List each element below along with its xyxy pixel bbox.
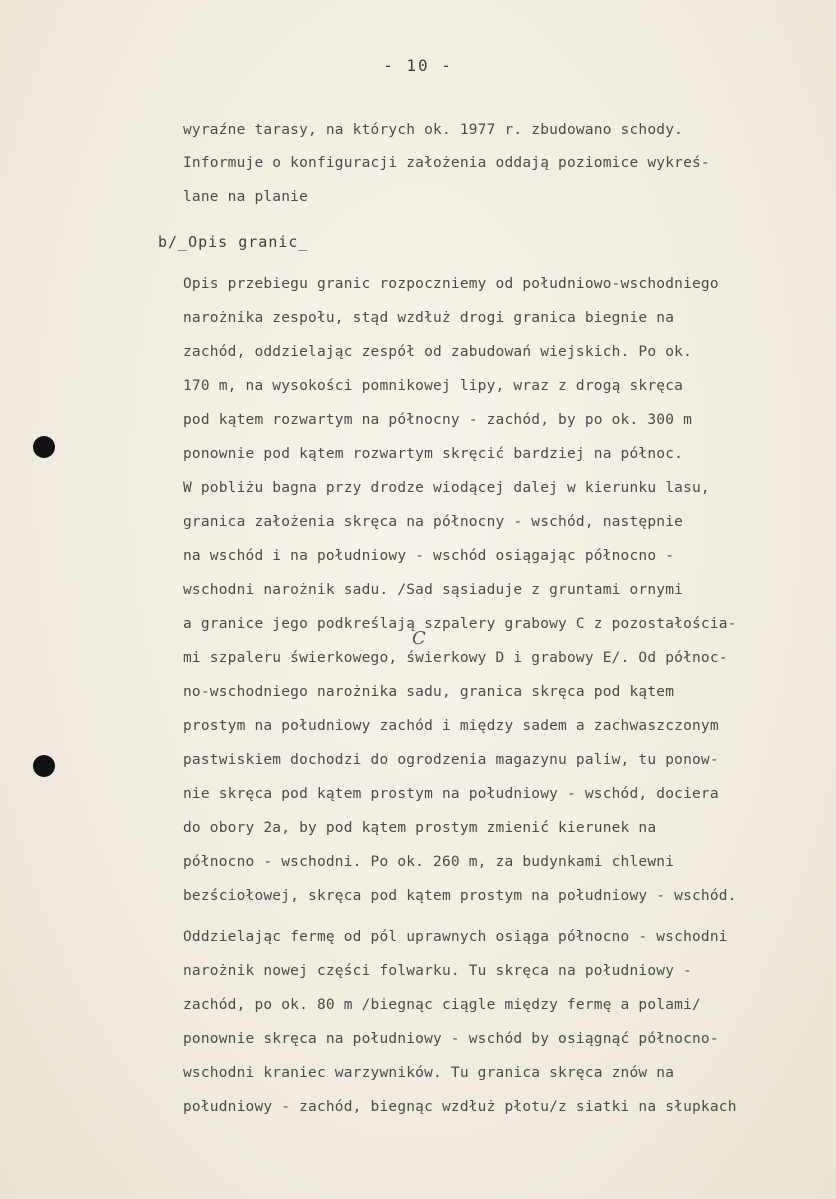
text-line: pastwiskiem dochodzi do ogrodzenia magazynu paliw, tu ponow-	[183, 752, 719, 768]
text-line: na wschód i na południowy - wschód osiągając północno -	[183, 548, 675, 564]
text-line: południowy - zachód, biegnąc wzdłuż płotu/z siatki na słupkach	[183, 1099, 737, 1115]
text-line: Oddzielając fermę od pól uprawnych osiąga północno - wschodni	[183, 929, 728, 945]
text-line: wyraźne tarasy, na których ok. 1977 r. zbudowano schody.	[183, 122, 684, 138]
text-line: Opis przebiegu granic rozpoczniemy od południowo-wschodniego	[183, 276, 719, 292]
section-heading: b/_Opis granic_	[158, 233, 309, 251]
text-line: granica założenia skręca na północny - wschód, następnie	[183, 514, 684, 530]
text-line: a granice jego podkreślają szpalery grabowy C z pozostałościa-	[183, 616, 737, 632]
punch-hole	[33, 755, 55, 777]
text-line: pod kątem rozwartym na północny - zachód, by po ok. 300 m	[183, 412, 692, 428]
text-line: zachód, po ok. 80 m /biegnąc ciągle między fermę a polami/	[183, 997, 701, 1013]
text-line: północno - wschodni. Po ok. 260 m, za budynkami chlewni	[183, 854, 675, 870]
text-line: wschodni narożnik sadu. /Sad sąsiaduje z gruntami ornymi	[183, 582, 684, 598]
text-line: do obory 2a, by pod kątem prostym zmienić kierunek na	[183, 820, 657, 836]
text-line: prostym na południowy zachód i między sadem a zachwaszczonym	[183, 718, 719, 734]
text-line: W pobliżu bagna przy drodze wiodącej dalej w kierunku lasu,	[183, 480, 710, 496]
text-line: zachód, oddzielając zespół od zabudowań wiejskich. Po ok.	[183, 344, 692, 360]
page-number: - 10 -	[383, 56, 453, 75]
text-line: 170 m, na wysokości pomnikowej lipy, wraz z drogą skręca	[183, 378, 684, 394]
text-line: wschodni kraniec warzywników. Tu granica skręca znów na	[183, 1065, 675, 1081]
text-line: no-wschodniego narożnika sadu, granica skręca pod kątem	[183, 684, 675, 700]
text-line: lane na planie	[183, 189, 309, 205]
text-line: Informuje o konfiguracji założenia oddają poziomice wykreś-	[183, 155, 710, 171]
text-line: ponownie pod kątem rozwartym skręcić bardziej na północ.	[183, 446, 684, 462]
text-line: nie skręca pod kątem prostym na południowy - wschód, dociera	[183, 786, 719, 802]
text-line: narożnik nowej części folwarku. Tu skręca na południowy -	[183, 963, 692, 979]
text-line: narożnika zespołu, stąd wzdłuż drogi granica biegnie na	[183, 310, 675, 326]
text-line: bezściołowej, skręca pod kątem prostym na południowy - wschód.	[183, 888, 737, 904]
handwritten-mark: C	[412, 628, 426, 649]
punch-hole	[33, 436, 55, 458]
text-line: ponownie skręca na południowy - wschód by osiągnąć północno-	[183, 1031, 719, 1047]
text-line: mi szpaleru świerkowego, świerkowy D i grabowy E/. Od północ-	[183, 650, 728, 666]
